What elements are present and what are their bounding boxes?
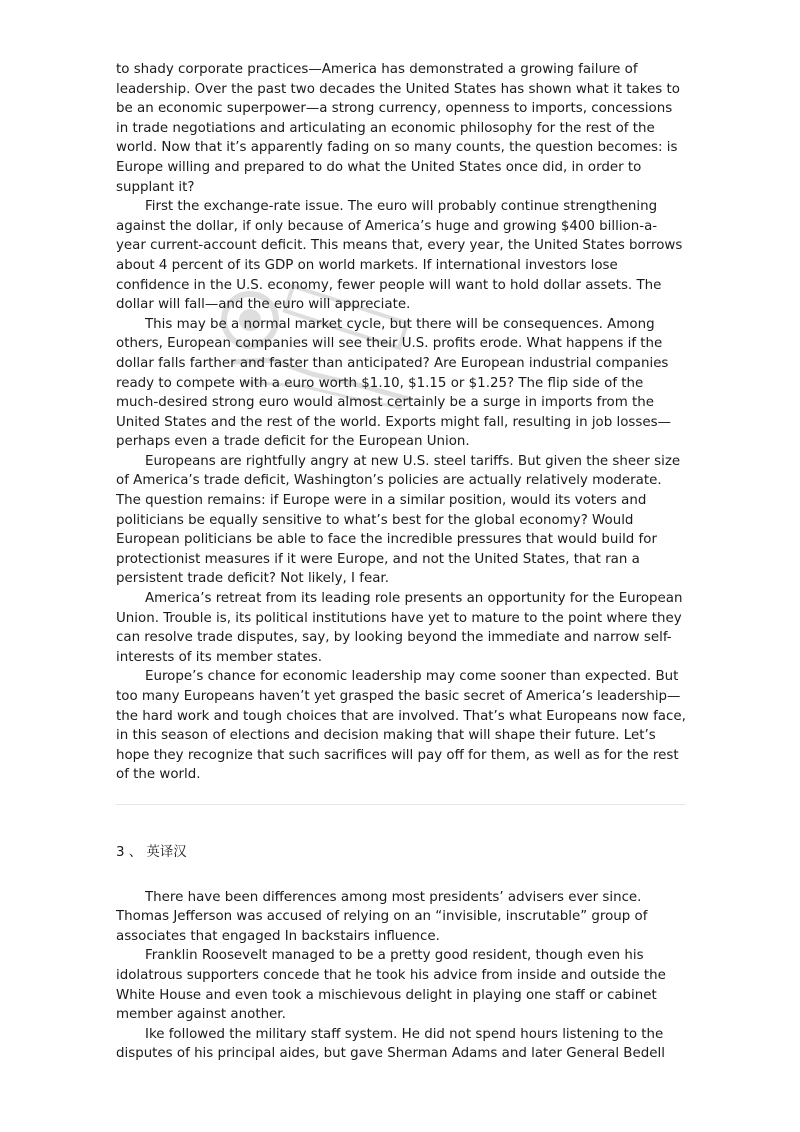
article-paragraph-2: First the exchange-rate issue. The euro will probably continue strengthening against the dollar, if only because of America’s huge and growing $400 billion-a-year current-account deficit. This means that, every year, the United States borrows about 4 percent of its GDP on world markets. If international investors lose confidence in the U.S. economy, fewer people will want to hold dollar assets. The dollar will fall—and the euro will appreciate.	[116, 199, 683, 313]
document-page	[116, 60, 686, 1064]
section-heading: 3 、 英译汉	[116, 844, 187, 860]
translation-paragraph-3: Ike followed the military staff system. He did not spend hours listening to the disputes of his principal aides, but gave Sherman Adams and later General Bedell	[116, 1026, 665, 1062]
article-paragraph-6: Europe’s chance for economic leadership may come sooner than expected. But too many Europeans haven’t yet grasped the basic secret of America’s leadership—the hard work and tough choices that are involved. That’s what Europeans now face, in this season of elections and decision making that will shape their future. Let’s hope they recognize that such sacrifices will pay off for them, as well as for the rest of the world.	[116, 669, 686, 783]
translation-paragraph-1: There have been differences among most presidents’ advisers ever since. Thomas Jefferson was accused of relying on an “invisible, inscrutable” group of associates that engaged In backstairs influence.	[116, 889, 648, 944]
article-paragraph-1: to shady corporate practices—America has demonstrated a growing failure of leadership. Over the past two decades the United States has shown what it takes to be an economic superpower—a strong currency, openness to imports, concessions in trade negotiations and articulating an economic philosophy for the rest of the world. Now that it’s apparently fading on so many counts, the question becomes: is Europe willing and prepared to do what the United States once did, in order to supplant it?	[116, 62, 680, 195]
translation-paragraph-2: Franklin Roosevelt managed to be a pretty good resident, though even his idolatrous supporters concede that he took his advice from inside and outside the White House and even took a mischievous delight in playing one staff or cabinet member against another.	[116, 948, 666, 1023]
article-paragraph-4: Europeans are rightfully angry at new U.S. steel tariffs. But given the sheer size of America’s trade deficit, Washington’s policies are actually relatively moderate. The question remains: if Europe were in a similar position, would its voters and politicians be equally sensitive to what’s best for the global economy? Would European politicians be able to face the incredible pressures that would build for protectionist measures if it were Europe, and not the United States, that ran a persistent trade deficit? Not likely, I fear.	[116, 453, 681, 587]
section-divider	[116, 804, 686, 805]
article-paragraph-5: America’s retreat from its leading role presents an opportunity for the European Union. Trouble is, its political institutions have yet to mature to the point where they can resolve trade disputes, say, by looking beyond the immediate and narrow self-interests of its member states.	[116, 591, 683, 665]
article-paragraph-3: This may be a normal market cycle, but there will be consequences. Among others, European companies will see their U.S. profits erode. What happens if the dollar falls farther and faster than anticipated? Are European industrial companies ready to compete with a euro worth $1.10, $1.15 or $1.25? The flip side of the much-desired strong euro would almost certainly be a surge in imports from the United States and the rest of the world. Exports might fall, resulting in job losses—perhaps even a trade deficit for the European Union.	[116, 316, 671, 450]
